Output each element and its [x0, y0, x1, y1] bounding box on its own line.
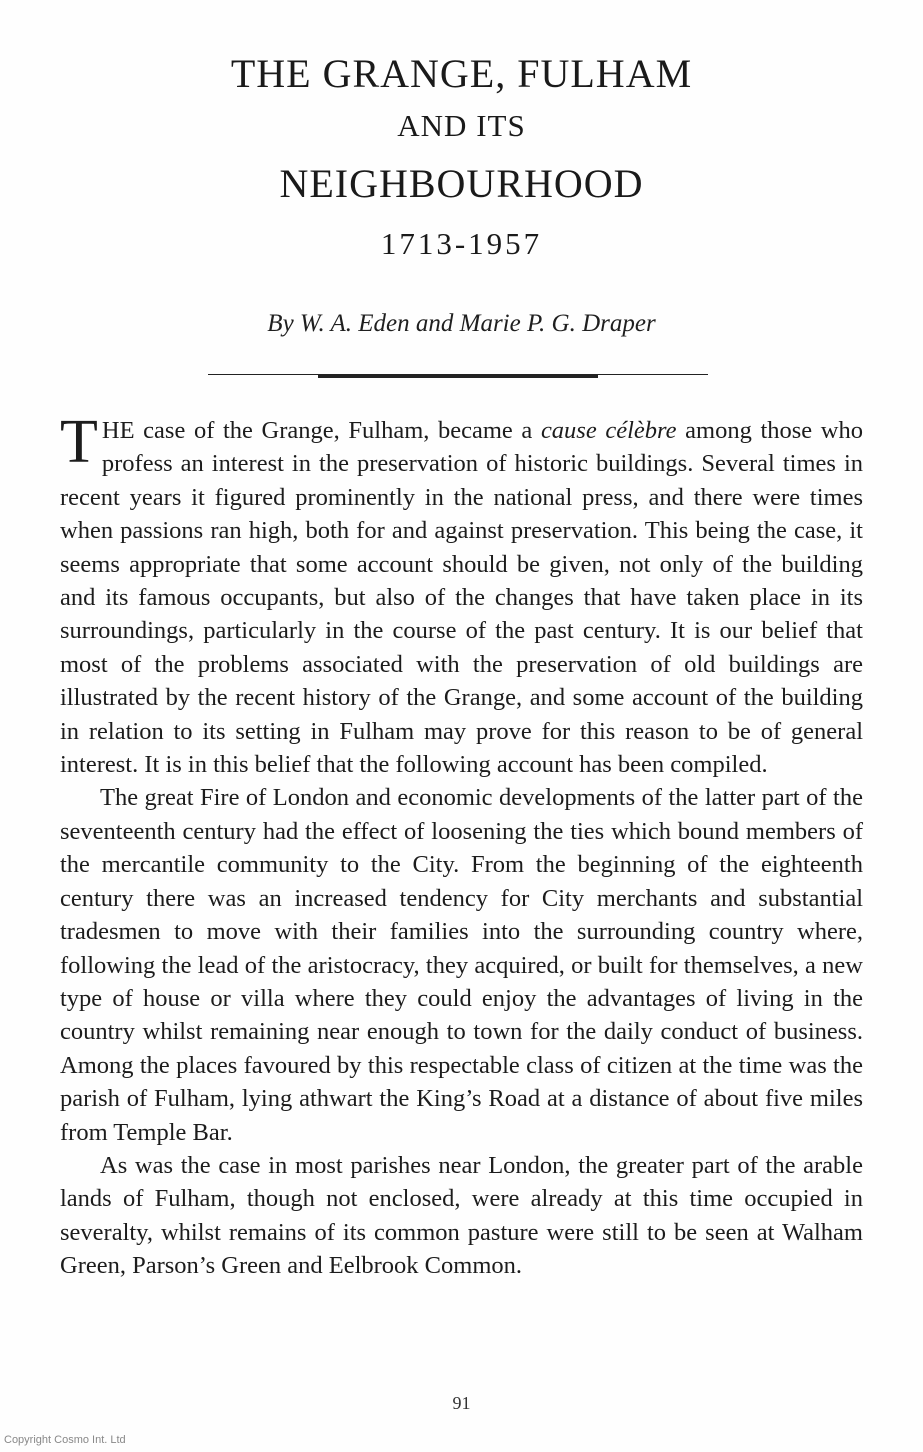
page-number: 91: [452, 1393, 471, 1413]
article-body: [60, 408, 863, 1283]
paragraph-2: The great Fire of London and economic developments of the latter part of the seventeenth century had the effect of loosening the ties which bound members of the mercantile community to the City. From the beginning of the eighteenth century there was an increased tendency for City merchants and substantial tradesmen to move with their families into the surrounding country where, following the lead of the aristocracy, they acquired, or built for themselves, a new type of house or villa where they could enjoy the advantages of living in the country whilst remaining near enough to town for the daily conduct of business. Among the places favoured by this respectable class of citizen at the time was the parish of Fulham, lying athwart the King’s Road at a distance of about five miles from Temple Bar.: [60, 784, 863, 1146]
section-divider-accent: [318, 375, 598, 378]
paragraph-1: [60, 408, 863, 781]
paragraph-1-emphasis: cause célèbre: [540, 417, 677, 444]
title-line-3: NEIGHBOURHOOD: [279, 161, 644, 206]
title-date-range: 1713-1957: [380, 226, 543, 261]
author-byline: By W. A. Eden and Marie P. G. Draper: [267, 310, 656, 337]
paragraph-3: As was the case in most parishes near London, the greater part of the arable lands of Fulham, though not enclosed, were already at this time occupied in severalty, whilst remains of its common pasture were still to be seen at Walham Green, Parson’s Green and Eelbrook Common.: [60, 1151, 863, 1280]
paragraph-1-rest: among those who profess an interest in the preservation of historic buildings. Several times in recent years it figured prominently in the national press, and there were times when passions ran high, both for and against preservation. This being the case, it seems appropriate that some account should be given, not only of the building and its famous occupants, but also of the changes that have taken place in its surroundings, particularly in the course of the past century. It is our belief that most of the problems associated with the preservation of old buildings are illustrated by the recent history of the Grange, and some account of the building in relation to its setting in Fulham may prove for this reason to be of general interest. It is in this belief that the following account has been compiled.: [60, 417, 863, 779]
title-line-1: THE GRANGE, FULHAM: [230, 51, 693, 96]
drop-cap: T: [60, 408, 98, 476]
copyright-watermark: Copyright Cosmo Int. Ltd: [4, 1434, 126, 1446]
title-line-2: AND ITS: [397, 108, 526, 143]
paragraph-1-lead: HE case of the Grange, Fulham, became a: [101, 417, 541, 444]
